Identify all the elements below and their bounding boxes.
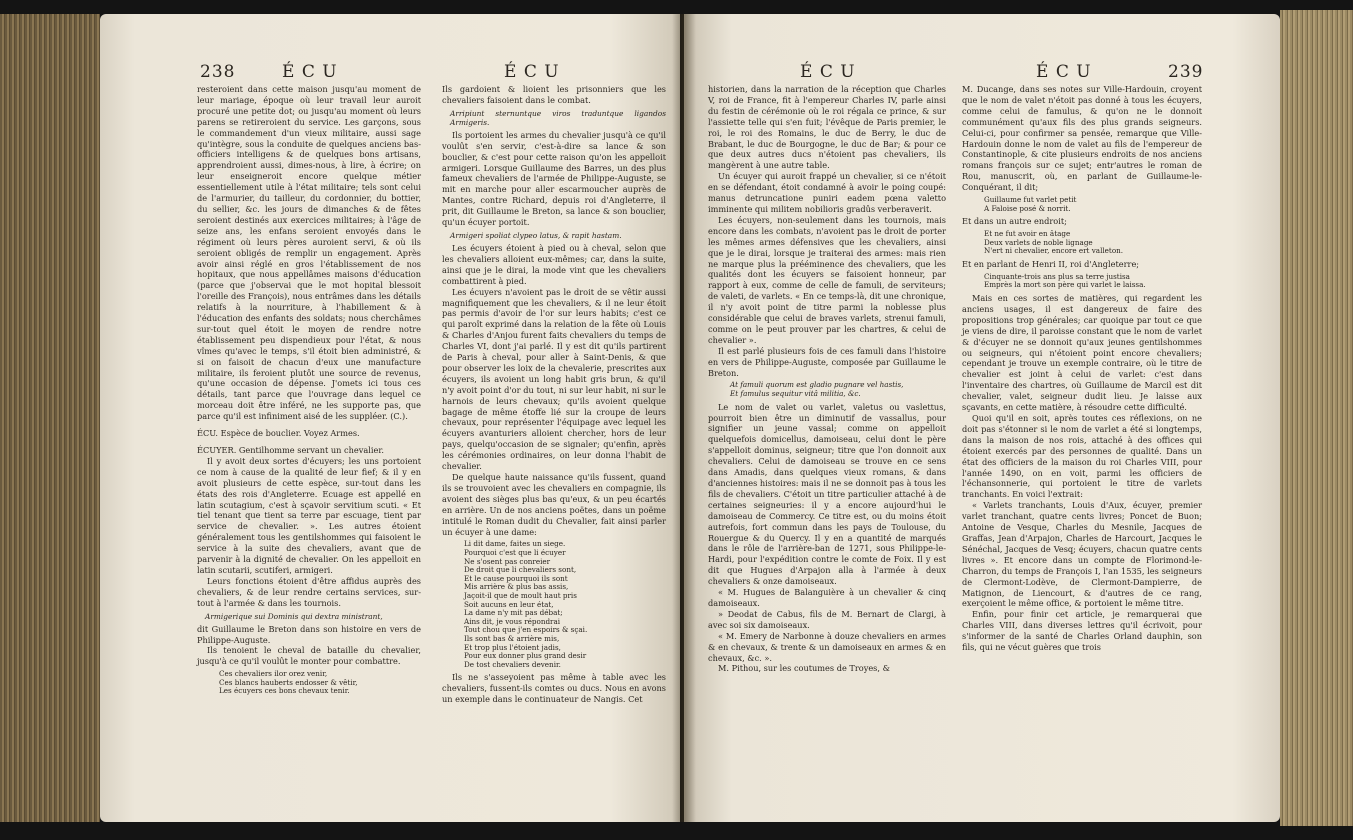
verse-line: La dame n'y mit pas débat; <box>464 608 563 618</box>
paragraph: Mais en ces sortes de matières, qui regardent les anciens usages, il est dangereux de faire des propositions trop générales; car quoique par tout ce que je viens de dire, il paroisse constant que le nom de varlet & d'écuyer ne se donnoit qu'aux jeunes gentilshommes ou seigneurs, qui n'étoient point encore chevaliers; cependant je trouve un exemple contraire, où le titre de chevalier est joint à celui de varlet: c'est dans l'inventaire des chartres, où Guillaume de Marcil est dit chevalier, valet, seigneur dudit lieu. Je laisse aux sçavants, en cette matière, à résoudre cette difficulté. <box>962 293 1202 413</box>
paragraph: Ils tenoient le cheval de bataille du chevalier, jusqu'à ce qu'il voulût le monter pour combattre. <box>197 645 421 667</box>
paragraph: Il est parlé plusieurs fois de ces famuli dans l'histoire en vers de Philippe-Auguste, composée par Guillaume le Breton. <box>708 345 946 378</box>
paragraph: Les écuyers, non-seulement dans les tournois, mais encore dans les combats, n'avoient pas le droit de porter les mêmes armes défensives que les chevaliers, ainsi que je le dirai, lorsque je traiterai des armes: mais rien ne marque plus la prééminence des chevaliers, que les qualités dont les écuyers se faisoient honneur, par rapport à eux, comme de celle de famuli, de serviteurs; de valeti, de varlets. « En ce temps-là, dit une chronique, il n'y avoit point de titre parmi la noblesse plus considérable que celui de braves varlets, strenui famuli, comme on le peut prouver par les chartres, & celui de chevalier ». <box>708 214 946 345</box>
left-column-2 <box>442 84 666 705</box>
verse-quote <box>219 670 421 696</box>
verse-line: Soit aucuns en leur état, <box>464 599 554 609</box>
entry-ecuyer: ÉCUYER. Gentilhomme servant un chevalier. <box>197 445 384 455</box>
paragraph: Et dans un autre endroit; <box>962 216 1067 227</box>
right-column-1 <box>708 84 946 674</box>
paragraph: Ils portoient les armes du chevalier jusqu'à ce qu'il voulût s'en servir, c'est-à-dire sa lance & son bouclier, & c'est pour cette raison qu'on les appelloit armigeri. Lorsque Guillaume des Barres, un des plus fameux chevaliers de l'armée de Philippe-Auguste, se mit en marche pour aller escarmoucher auprès de Mantes, contre Richard, depuis roi d'Angleterre, il prit, dit Guillaume le Breton, sa lance & son bouclier, qu'un écuyer portoit. <box>442 129 666 228</box>
verse-line: Mis arrière & plus bas assis, <box>464 582 569 592</box>
paragraph: Ils ne s'asseyoient pas même à table avec les chevaliers, fussent-ils comtes ou ducs. Nous en avons un exemple dans le continuateur de Nangis. Cet <box>442 672 666 705</box>
verse-line: A Faloise posé & norrit. <box>984 203 1071 213</box>
paragraph: De quelque haute naissance qu'ils fussent, quand ils se trouvoient avec les chevaliers en compagnie, ils avoient des sièges plus bas qu'eux, & un peu écartés en arrière. Un de nos anciens poëtes, dans un poëme intitulé le Roman dudit du Chevalier, fait ainsi parler un écuyer à une dame: <box>442 472 666 537</box>
verse-line: Tout chou que j'en espoirs & sçai. <box>464 625 588 635</box>
verse-line: Guillaume fut varlet petit <box>984 195 1077 205</box>
paragraph: Ils gardoient & lioient les prisonniers que les chevaliers faisoient dans le combat. <box>442 84 666 105</box>
verse-quote <box>984 273 1202 290</box>
latin-quote: Armigerique sui Dominis qui dextra ministrant, <box>205 611 383 621</box>
verse-line: At famuli quorum est gladio pugnare vel hastis, <box>730 380 904 390</box>
paragraph: Un écuyer qui auroit frappé un chevalier, si ce n'étoit en se défendant, étoit condamné à avoir le poing coupé: manus detruncatione puniri eadem pœna valetto imminente qui militem nobilioris gradûs verberaverit. <box>708 171 946 214</box>
verse-line: Pour eux donner plus grand desir <box>464 651 587 661</box>
paragraph: » Deodat de Cabus, fils de M. Bernart de Clargi, à avec soi six damoiseaux. <box>708 608 946 630</box>
verse-line: Ces chevaliers ilor orez venir, <box>219 669 328 679</box>
verse-line: Pourquoi c'est que li écuyer <box>464 548 566 558</box>
verse-line: Ne s'osent pas conreier <box>464 556 551 566</box>
paragraph: Les écuyers étoient à pied ou à cheval, selon que les chevaliers alloient eux-mêmes; car, dans la suite, ainsi que je le dirai, la mode vint que les chevaliers combattirent à pied. <box>442 242 666 286</box>
latin-quote: Arripiunt sternuntque viros traduntque ligandos Armigeris. <box>450 108 666 127</box>
verse-line: Cinquante-trois ans plus sa terre justisa <box>984 271 1130 281</box>
verse-line: Ains dit, je vous répondrai <box>464 616 561 626</box>
paragraph: « Varlets tranchants, Louis d'Aux, écuyer, premier varlet tranchant, quatre cents livres; Poncet de Buon; Antoine de Vesque, Charles du Mesnile, Jacques de Graffas, Jean d'Arpajon, Charles de Harcourt, Jacques le Sénéchal, Jacques de Vesq; écuyers, chacun quatre cents livres ». Et encore dans un compte de Florimond-le-Charron, du temps de François I, l'an 1535, les seigneurs de Clermont-Lodève, de Clermont-Dampierre, de Matignon, de Liencourt, & d'autres de ce rang, exerçoient le même office, & portoient le même titre. <box>962 500 1202 609</box>
latin-quote: Armigeri spoliat clypeo latus, & rapit hastam. <box>450 230 622 240</box>
left-page <box>100 14 680 822</box>
running-head-left-a: É C U <box>282 62 338 82</box>
verse-line: N'ert ni chevalier, encore ert valleton. <box>984 246 1124 256</box>
verse-line: Li dit dame, faites un siege. <box>464 539 566 549</box>
verse-line: Emprès la mort son père qui varlet le laissa. <box>984 280 1146 290</box>
paragraph: Et en parlant de Henri II, roi d'Angleterre; <box>962 258 1140 269</box>
paragraph: resteroient dans cette maison jusqu'au moment de leur mariage, époque où leur travail leur auroit procuré une petite dot; ou jusqu'au moment où leurs parens se retireroient du service. Les garçons, sous le commandement d'un vieux militaire, aussi sage qu'intègre, sous la conduite de quelques anciens bas-officiers intelligens & de quelques bons artisans, apprendroient aussi, dimes-nous, à lire, à écrire; on leur enseigneroit encore quelque métier essentiellement utile à l'état militaire; tels sont celui de l'armurier, du tailleur, du cordonnier, du bottier, du sellier, &c. les jours de dimanches & de fêtes seroient destinés aux exercices militaires; à l'âge de seize ans, les enfans seroient envoyés dans le régiment où leurs pères auroient servi, & où ils seroient obligés de remplir un engagement. Après avoir ainsi réglé en gros l'établissement de nos hopitaux, que nous appellâmes maisons d'éducation (parce que j'observai que le mot hopital blessoit l'oreille des François), nous entrâmes dans les détails relatifs à la nourriture, à l'habillement & à l'éducation des enfants des soldats; nous cherchâmes sur-tout quel étoit le moyen de rendre notre établissement peu dispendieux pour l'état, & nous vîmes qu'avec le temps, s'il étoit bien administré, & si on faisoit de chacun d'eux une manufacture militaire, ils feroient plutôt une source de revenus, qu'une occasion de dépense. J'omets ici tous ces détails, tant parce que l'ouvrage dans lequel ce morceau doit être inféré, ne les supporte pas, que parce qu'il est infiniment aisé de les suppléer. (C.). <box>197 84 421 422</box>
verse-line: Les écuyers ces bons chevaux tenir. <box>219 686 350 696</box>
paragraph: M. Pithou, sur les coutumes de Troyes, & <box>718 663 890 674</box>
running-head-left-b: É C U <box>504 62 560 82</box>
verse-line: Et trop plus l'étoient jadis, <box>464 642 561 652</box>
paragraph: Enfin, pour finir cet article, je remarquerai que Charles VIII, dans diverses lettres qu'il écrivoit, pour s'informer de la santé de Charles Orland dauphin, son fils, qui ne vécut guères que trois <box>962 609 1202 653</box>
latin-verse <box>730 381 946 398</box>
paragraph: Le nom de valet ou varlet, valetus ou vaslettus, pourroit bien être un diminutif de vassallus, pour signifier un jeune vassal; comme on appelloit quelquefois domicellus, damoiseau, celui dont le père s'appelloit dominus, seigneur; titre que l'on donnoit aux chevaliers. Celui de damoiseau se trouve en ce sens dans Amadis, dans quelques vieux romans, & dans d'anciennes histoires: mais il ne se donnoit pas à tous les fils de chevaliers. C'étoit un titre particulier attaché à de certaines seigneuries: il y a encore aujourd'hui le damoiseau de Commercy. Ce titre est, ou du moins étoit autrefois, fort commun dans les pays de Toulouse, du Rouergue & du Quercy. Il y en a quantité de marqués dans le rôle de l'arrière-ban de 1271, sous Philippe-le-Hardi, pour l'expédition contre le comte de Foix. Il y est dit que Hugues d'Arpajon alla à l'armée à deux chevaliers & onze damoiseaux. <box>708 401 946 587</box>
paragraph: Il y avoit deux sortes d'écuyers; les uns portoient ce nom à cause de la qualité de leur fief; & il y en avoit plusieurs de cette espèce, sur-tout dans les états des rois d'Angleterre. Ecuage est appellé en latin scutagium, c'est à sçavoir servitium scuti. « Et tiel tenant que tient sa terre par escuage, tient par service de chevalier. ». Les autres étoient généralement tous les gentilshommes qui faisoient le service à la suite des chevaliers, avant que de parvenir à la dignité de chevalier. On les appelloit en latin scutarii, scutiferi, armigeri. <box>197 455 421 575</box>
running-head-right-a: É C U <box>800 62 856 82</box>
entry-ecu: ÉCU. Espèce de bouclier. Voyez Armes. <box>197 428 360 439</box>
verse-line: Jaçoit-il que de moult haut pris <box>464 591 577 600</box>
paragraph: « M. Hugues de Balanguière à un chevalier & cinq damoiseaux. <box>708 587 946 608</box>
verse-line: De tost chevaliers devenir. <box>464 659 561 669</box>
verse-line: Ils sont bas & arrière mis, <box>464 633 560 643</box>
left-page-edges <box>0 14 100 822</box>
paragraph: « M. Emery de Narbonne à douze chevaliers en armes & en chevaux, & trente & un damoiseaux en armes & en chevaux, &c. ». <box>708 630 946 663</box>
verse-line: De droit que li chevaliers sont, <box>464 565 577 575</box>
verse-line: Et famulus sequitur vitâ militia, &c. <box>730 389 861 399</box>
verse-quote <box>464 540 666 669</box>
right-page-edges <box>1280 10 1353 826</box>
verse-quote <box>984 230 1202 256</box>
paragraph: Leurs fonctions étoient d'être affidus auprès des chevaliers, & de leur rendre certains services, sur-tout à l'armée & dans les tournois. <box>197 575 421 608</box>
paragraph: historien, dans la narration de la réception que Charles V, roi de France, fit à l'empereur Charles IV, parle ainsi du festin de cérémonie où le roi régala ce prince, & sur l'assiette telle qui s'en fuit; l'évêque de Paris premier, le roi, le roi des Romains, le duc de Berry, le duc de Brabant, le duc de Bourgogne, le duc de Bar; & pour ce que deux autres ducs n'étoient pas chevaliers, ils mangèrent à une autre table. <box>708 84 946 171</box>
verse-line: Et ne fut avoir en âtage <box>984 229 1071 239</box>
paragraph: Quoi qu'il en soit, après toutes ces réflexions, on ne doit pas s'étonner si le nom de varlet a été si longtemps, dans la maison de nos rois, attaché à des offices qui étoient exercés par des personnes de qualité. Dans un état des officiers de la maison du roi Charles VIII, pour l'année 1490, on en voit, parmi les officiers de l'échansonnerie, qui portoient le titre de varlets tranchants. En voici l'extrait: <box>962 413 1202 500</box>
book-gutter <box>672 14 696 822</box>
right-column-2 <box>962 84 1202 653</box>
verse-quote <box>984 196 1202 213</box>
paragraph: dit Guillaume le Breton dans son histoire en vers de Philippe-Auguste. <box>197 623 421 645</box>
running-head-right-b: É C U <box>1036 62 1092 82</box>
verse-line: Et le cause pourquoi ils sont <box>464 573 568 583</box>
right-page <box>684 14 1280 822</box>
paragraph: M. Ducange, dans ses notes sur Ville-Hardouin, croyent que le nom de valet n'étoit pas donné à tous les écuyers, comme celui de famulus, & qu'on ne le donnoit communément qu'aux fils des plus grands seigneurs. Celui-ci, pour confirmer sa pensée, remarque que Ville-Hardouin donne le nom de valet au fils de l'empereur de Constantinople, & cite plusieurs endroits de nos anciens romans françois sur ce sujet; entr'autres le roman de Rou, manuscrit, où, en parlant de Guillaume-le-Conquérant, il dit; <box>962 84 1202 193</box>
paragraph: Les écuyers n'avoient pas le droit de se vêtir aussi magnifiquement que les chevaliers, & il ne leur étoit pas permis d'avoir de l'or sur leurs habits; c'est ce qui paroît exprimé dans la relation de la fête où Louis & Charles d'Anjou furent faits chevaliers du temps de Charles VI, dont j'ai parlé. Il y est dit qu'ils partirent de Paris à cheval, pour aller à Saint-Denis, & que pour observer les loix de la chevalerie, prescrites aux écuyers, ils avoient un long habit gris brun, & qu'il n'y avoit point d'or du tout, ni sur leur habit, ni sur le harnois de leurs chevaux; qu'ils avoient quelque bagage de même étoffe lié sur la croupe de leurs chevaux, pour représenter l'équipage avec lequel les écuyers avanturiers alloient chercher, hors de leur pays, quelqu'occasion de se signaler; qu'enfin, après les cérémonies ordinaires, on leur donna l'habit de chevalier. <box>442 286 666 472</box>
verse-line: Ces blancs hauberts endosser & vêtir, <box>219 677 358 687</box>
page-number-right: 239 <box>1168 62 1204 82</box>
verse-line: Deux varlets de noble lignage <box>984 237 1093 247</box>
page-number-left: 238 <box>200 62 236 82</box>
left-column-1 <box>197 84 421 699</box>
